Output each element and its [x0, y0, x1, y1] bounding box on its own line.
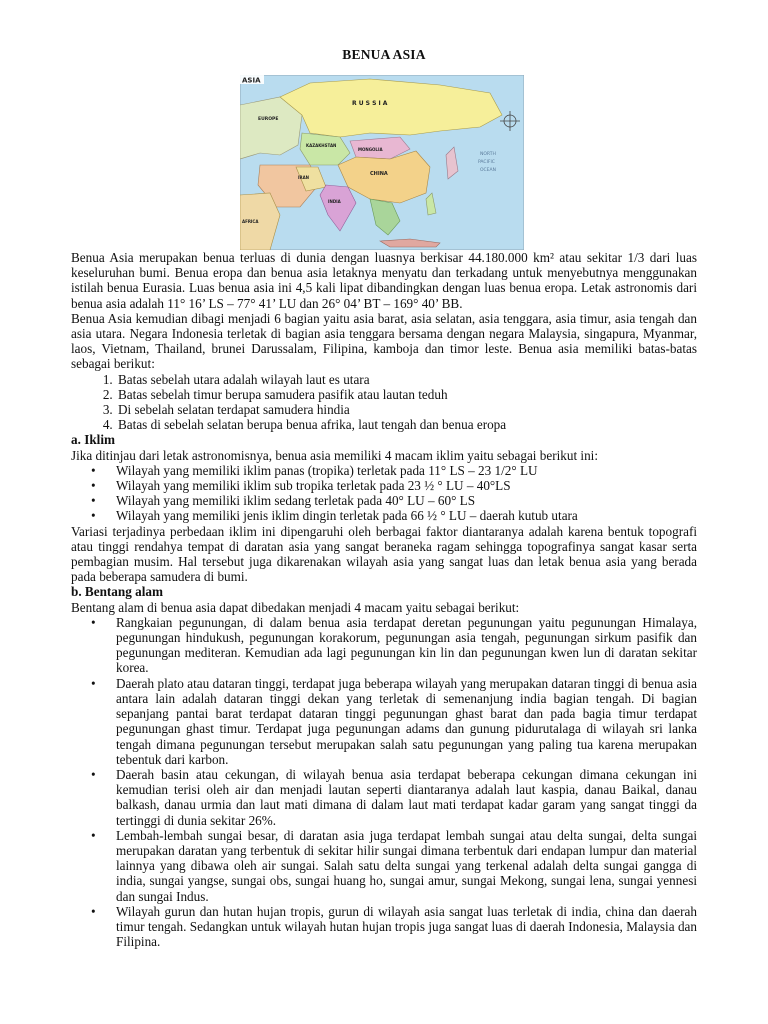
division-paragraph: Benua Asia kemudian dibagi menjadi 6 bagian yaitu asia barat, asia selatan, asia tenggara, asia timur, asia tengah dan asia utara. Negara Indonesia terletak di bagian asia tenggara bersama dengan negara Malaysia, singapura, Myanmar, laos, Vietnam, Thailand, brunei Darussalam, Filipina, kamboja dan timor leste. Benua asia memiliki batas-batas sebagai berikut:	[71, 310, 697, 372]
map-label-kazakhstan: KAZAKHSTAN	[306, 143, 337, 148]
bullet-icon: •	[91, 766, 96, 782]
bentang-alam-list	[71, 615, 697, 949]
iklim-closing: Variasi terjadinya perbedaan iklim ini dipengaruhi oleh berbagai faktor diantaranya adalah karena bentuk topografi atau tinggi rendahya tempat di daratan asia yang sangat beraneka ragam sehingga topografinya sangat kasar serta pembagian musim. Hal tersebut juga dikarenakan wilayah asia yang sangat luas dan letak benua asia yang berada pada beberapa samudera di bumi.	[71, 523, 697, 585]
bullet-icon: •	[91, 493, 96, 509]
list-item: • Wilayah yang memiliki jenis iklim dingin terletak pada 66 ½ ° LU – daerah kutub utara	[91, 508, 578, 524]
map-label-ocean-2: PACIFIC	[478, 160, 495, 165]
map-label-europe: EUROPE	[258, 117, 279, 122]
list-item: 4. Batas di sebelah selatan berupa benua afrika, laut tengah dan benua eropa	[116, 417, 697, 432]
bullet-icon: •	[91, 675, 96, 691]
bullet-icon: •	[91, 614, 96, 630]
section-heading-bentang-alam: b. Bentang alam	[71, 584, 163, 600]
map-label-ocean-1: NORTH	[480, 152, 496, 157]
bullet-icon: •	[91, 478, 96, 494]
list-item: 3. Di sebelah selatan terdapat samudera hindia	[116, 402, 697, 417]
map-corner-label: ASIA	[242, 76, 261, 85]
iklim-intro: Jika ditinjau dari letak astronomisnya, benua asia memiliki 4 macam iklim yaitu sebagai berikut ini:	[71, 447, 599, 463]
intro-paragraph: Benua Asia merupakan benua terluas di dunia dengan luasnya berkisar 44.180.000 km² atau sekitar 1/3 dari luas keseluruhan bumi. Benua eropa dan benua asia letaknya menyatu dan terkadang untuk menyebutnya menggunakan istilah benua Eurasia. Luas benua asia ini 4,5 kali lipat dibandingkan dengan luas benua eropa. Letak astronomis dari benua asia adalah 11° 16’ LS – 77° 41’ LU dan 26° 04’ BT – 169° 40’ BB.	[71, 250, 697, 311]
list-item: • Rangkaian pegunungan, di dalam benua asia terdapat deretan pegunungan yaitu pegunungan Himalaya, pegunungan hindukush, pegunungan korakorum, pegunungan asia tengah, pegunungan sirkum pasifik dan pegunungan mediteran. Kemudian ada lagi pegunungan kin lin dan pegunungan kwen lun di daratan sekitar korea.	[91, 614, 697, 676]
map-label-india: INDIA	[328, 199, 341, 204]
bentang-alam-intro: Bentang alam di benua asia dapat dibedakan menjadi 4 macam yaitu sebagai berikut:	[71, 599, 520, 615]
map-label-africa: AFRICA	[242, 219, 259, 224]
bullet-icon: •	[91, 508, 96, 524]
map-label-russia: R U S S I A	[352, 100, 388, 107]
bullet-icon: •	[91, 462, 96, 478]
page-title: BENUA ASIA	[342, 47, 426, 62]
borders-list	[71, 372, 697, 433]
asia-map	[240, 75, 524, 250]
list-item: 2. Batas sebelah timur berupa samudera pasifik atau lautan teduh	[116, 387, 697, 402]
list-item: • Daerah basin atau cekungan, di wilayah benua asia terdapat beberapa cekungan dimana cekungan ini kemudian terisi oleh air dan menjadi lautan seperti diantaranya adalah laut kaspia, danau Baikal, danau balkash, danau urmia dan laut mati dimana di dalam laut mati terdapat kadar garam yang sangat tinggi da tertinggi di dunia sekitar 26%.	[91, 766, 697, 828]
section-heading-iklim: a. Iklim	[71, 432, 115, 448]
map-label-ocean-3: OCEAN	[480, 168, 496, 173]
document-body	[71, 250, 697, 949]
list-item: • Wilayah yang memiliki iklim sub tropika terletak pada 23 ½ ° LU – 40°LS	[91, 478, 511, 494]
iklim-list	[71, 463, 697, 524]
list-item: 1. Batas sebelah utara adalah wilayah laut es utara	[116, 372, 697, 387]
list-item: • Wilayah yang memiliki iklim sedang terletak pada 40° LU – 60° LS	[91, 493, 476, 509]
map-label-china: CHINA	[370, 171, 388, 177]
bullet-icon: •	[91, 827, 96, 843]
list-item: • Daerah plato atau dataran tinggi, terdapat juga beberapa wilayah yang merupakan dataran tinggi di benua asia antara lain adalah dataran tinggi dekan yang terletak di semenanjung india bagian tengah. Di bagian sepanjang pantai barat terdapat dataran tinggi pegunungan ghast barat dan pada bagia timur terdapat pegunungan ghast timur. Terdapat juga pegunungan adams dan gunung pidurutalaga di wilayah sri lanka tengah dimana pegunungan tersebut merupakan salah satu pegunungan yang paling tua karena merupakan tebentuk dari karbon.	[91, 675, 697, 767]
bullet-icon: •	[91, 903, 96, 919]
map-label-mongolia: MONGOLIA	[358, 147, 383, 152]
list-item: • Lembah-lembah sungai besar, di daratan asia juga terdapat lembah sungai atau delta sungai, delta sungai merupakan daratan yang terbentuk di sekitar hilir sungai dimana terbentuk dari endapan lumpur dan material lainnya yang dibawa oleh air sungai. Salah satu delta sungai yang terkenal adalah delta sungai gangga di india, sungai yangse, sungai obs, sungai huang ho, sungai amur, sungai Mekong, sungai lena, sungai yennesi dan sungai Indus.	[91, 827, 697, 904]
list-item: • Wilayah gurun dan hutan hujan tropis, gurun di wilayah asia sangat luas terletak di india, china dan daerah timur tengah. Sedangkan untuk wilayah hutan hujan tropis juga sangat luas di daerah Indonesia, Malaysia dan Filipina.	[91, 903, 697, 950]
list-item: • Wilayah yang memiliki iklim panas (tropika) terletak pada 11° LS – 23 1/2° LU	[91, 462, 538, 478]
map-label-iran: IRAN	[298, 175, 310, 180]
